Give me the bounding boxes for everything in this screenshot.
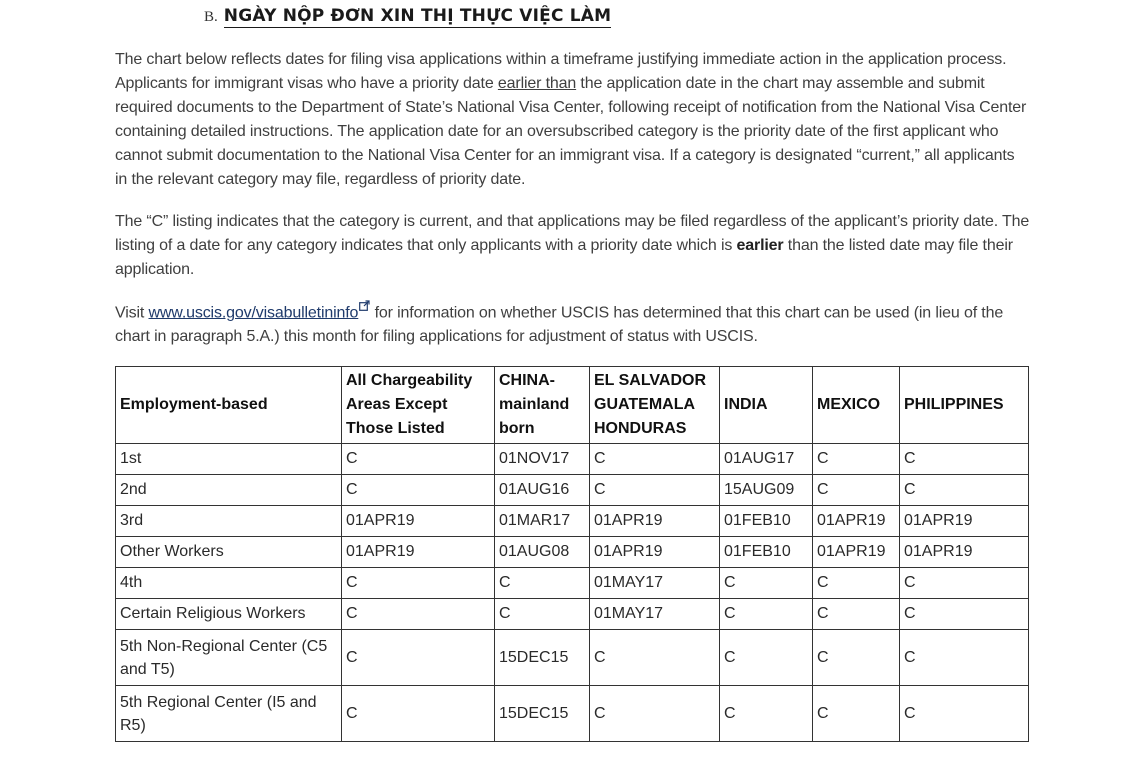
row-label: 1st bbox=[116, 444, 342, 475]
table-row bbox=[116, 599, 1029, 630]
table-cell: C bbox=[813, 686, 900, 742]
table-cell: 01APR19 bbox=[900, 506, 1029, 537]
intro-underlined: earlier than bbox=[497, 75, 577, 92]
table-cell: C bbox=[900, 630, 1029, 686]
table-cell: 01FEB10 bbox=[720, 506, 813, 537]
table-cell: C bbox=[900, 568, 1029, 599]
table-cell: C bbox=[590, 444, 720, 475]
table-cell: C bbox=[590, 686, 720, 742]
table-cell: C bbox=[900, 475, 1029, 506]
table-cell: C bbox=[900, 686, 1029, 742]
table-cell: C bbox=[813, 630, 900, 686]
table-cell: 01NOV17 bbox=[495, 444, 590, 475]
table-cell: C bbox=[720, 686, 813, 742]
intro-text-after: the application date in the chart may assemble and submit required documents to the Department of State’s National Visa Center, following receipt of notification from the National Visa Center containing detailed instructions. The application date for an oversubscribed category is the priority date of the first applicant who cannot submit documentation to the National Visa Center for an immigrant visa. If a category is designated “current,” all applicants in the relevant category may file, regardless of priority date. bbox=[115, 75, 1027, 188]
table-cell: C bbox=[342, 630, 495, 686]
section-title: NGÀY NỘP ĐƠN XIN THỊ THỰC VIỆC LÀM bbox=[223, 6, 612, 26]
table-cell: C bbox=[342, 475, 495, 506]
row-label: 5th Regional Center (I5 and R5) bbox=[116, 686, 342, 742]
table-cell: 01APR19 bbox=[590, 506, 720, 537]
table-cell: C bbox=[720, 630, 813, 686]
table-cell: C bbox=[495, 568, 590, 599]
current-text-after: than the listed date may file their application. bbox=[115, 237, 1013, 278]
header-philippines: PHILIPPINES bbox=[900, 367, 1029, 444]
table-cell: 15DEC15 bbox=[495, 686, 590, 742]
table-header-row bbox=[116, 367, 1029, 444]
uscis-paragraph bbox=[115, 300, 1030, 349]
table-row bbox=[116, 506, 1029, 537]
table-cell: 01AUG16 bbox=[495, 475, 590, 506]
table-cell: C bbox=[813, 599, 900, 630]
external-link-icon[interactable] bbox=[359, 300, 370, 311]
header-employment-based: Employment-based bbox=[116, 367, 342, 444]
header-mexico: MEXICO bbox=[813, 367, 900, 444]
row-label: 3rd bbox=[116, 506, 342, 537]
header-china: CHINA-mainland born bbox=[495, 367, 590, 444]
table-cell: C bbox=[813, 475, 900, 506]
table-cell: 01APR19 bbox=[590, 537, 720, 568]
table-cell: 01AUG08 bbox=[495, 537, 590, 568]
table-cell: C bbox=[813, 444, 900, 475]
table-cell: C bbox=[342, 444, 495, 475]
row-label: 5th Non-Regional Center (C5 and T5) bbox=[116, 630, 342, 686]
row-label: Certain Religious Workers bbox=[116, 599, 342, 630]
uscis-text-before: Visit bbox=[115, 304, 149, 322]
table-cell: C bbox=[342, 686, 495, 742]
table-row bbox=[116, 630, 1029, 686]
table-cell: 01MAY17 bbox=[590, 568, 720, 599]
filing-dates-table bbox=[115, 366, 1029, 742]
table-row bbox=[116, 686, 1029, 742]
uscis-link[interactable]: www.uscis.gov/visabulletininfo bbox=[148, 304, 359, 322]
row-label: 4th bbox=[116, 568, 342, 599]
section-prefix: B. bbox=[204, 9, 218, 25]
section-heading bbox=[204, 6, 611, 26]
body-content bbox=[115, 48, 1030, 367]
table-cell: 01APR19 bbox=[900, 537, 1029, 568]
row-label: Other Workers bbox=[116, 537, 342, 568]
table-row bbox=[116, 444, 1029, 475]
table-cell: 15DEC15 bbox=[495, 630, 590, 686]
header-india: INDIA bbox=[720, 367, 813, 444]
current-bold: earlier bbox=[736, 237, 784, 254]
table-cell: 15AUG09 bbox=[720, 475, 813, 506]
table-cell: C bbox=[495, 599, 590, 630]
table-cell: C bbox=[342, 568, 495, 599]
table-cell: 01APR19 bbox=[813, 537, 900, 568]
uscis-text-after: for information on whether USCIS has determined that this chart can be used (in lieu of the chart in paragraph 5.A.) this month for filing applications for adjustment of status with USCIS. bbox=[115, 304, 1004, 346]
table-cell: 01APR19 bbox=[813, 506, 900, 537]
table-cell: C bbox=[590, 630, 720, 686]
table-row bbox=[116, 537, 1029, 568]
table-cell: C bbox=[720, 599, 813, 630]
table-cell: C bbox=[900, 444, 1029, 475]
header-all-chargeability: All Chargeability Areas Except Those Listed bbox=[342, 367, 495, 444]
table-cell: 01FEB10 bbox=[720, 537, 813, 568]
table-cell: C bbox=[720, 568, 813, 599]
intro-paragraph bbox=[115, 48, 1030, 192]
header-el-salvador: EL SALVADOR GUATEMALA HONDURAS bbox=[590, 367, 720, 444]
table-cell: 01MAY17 bbox=[590, 599, 720, 630]
table-cell: C bbox=[900, 599, 1029, 630]
current-text-before: The “C” listing indicates that the category is current, and that applications may be filed regardless of the applicant’s priority date. The listing of a date for any category indicates that only applicants with a priority date which is bbox=[115, 213, 1030, 254]
current-listing-paragraph bbox=[115, 210, 1030, 282]
table-cell: C bbox=[813, 568, 900, 599]
table-cell: 01MAR17 bbox=[495, 506, 590, 537]
table-cell: 01AUG17 bbox=[720, 444, 813, 475]
table-cell: 01APR19 bbox=[342, 506, 495, 537]
table-cell: 01APR19 bbox=[342, 537, 495, 568]
table-row bbox=[116, 568, 1029, 599]
table-cell: C bbox=[590, 475, 720, 506]
table-cell: C bbox=[342, 599, 495, 630]
row-label: 2nd bbox=[116, 475, 342, 506]
intro-text-before: The chart below reflects dates for filing visa applications within a timeframe justifying immediate action in the application process. Applicants for immigrant visas who have a priority date bbox=[115, 51, 1007, 92]
table-row bbox=[116, 475, 1029, 506]
